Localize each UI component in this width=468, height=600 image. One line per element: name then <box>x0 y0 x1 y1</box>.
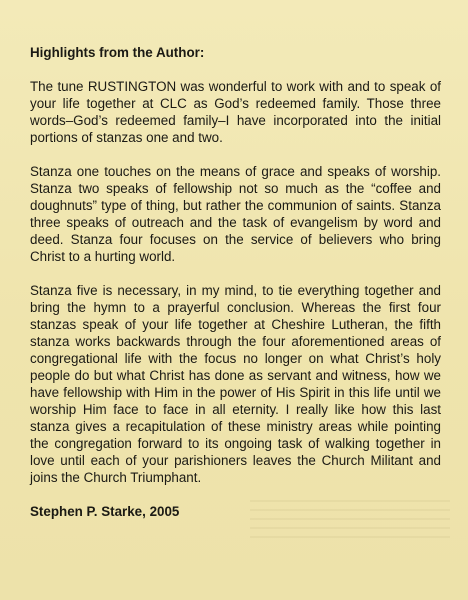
paragraph-3: Stanza five is necessary, in my mind, to tie everything together and bring the hymn to a prayerful conclusion. Whereas the first four stanzas speak of your life together at Cheshire Lutheran, the fifth stanza works backwards through the four aforementioned areas of congregational life with the focus no longer on what Christ’s holy people do but what Christ has done as servant and witness, how we have fellowship with Him in the power of His Spirit in this life until we worship Him face to face in all eternity. I really like how this last stanza gives a recapitulation of these ministry areas while pointing the congregation forward to its ongoing task of walking together in love until each of your parishioners leaves the Church Militant and joins the Church Triumphant. <box>30 283 441 485</box>
section-heading: Highlights from the Author: <box>30 45 205 60</box>
paragraph-2: Stanza one touches on the means of grace and speaks of worship. Stanza two speaks of fellowship not so much as the “coffee and doughnuts” type of thing, but rather the communion of saints. Stanza three speaks of outreach and the task of evangelism by word and deed. Stanza four focuses on the service of believers who bring Christ to a hurting world. <box>30 164 441 264</box>
author-signature: Stephen P. Starke, 2005 <box>30 504 180 519</box>
paragraph-1: The tune RUSTINGTON was wonderful to work with and to speak of your life together at CLC as God’s redeemed family. Those three words–God’s redeemed family–I have incorporated into the initial portions of stanzas one and two. <box>30 79 441 145</box>
document-body <box>30 44 441 520</box>
